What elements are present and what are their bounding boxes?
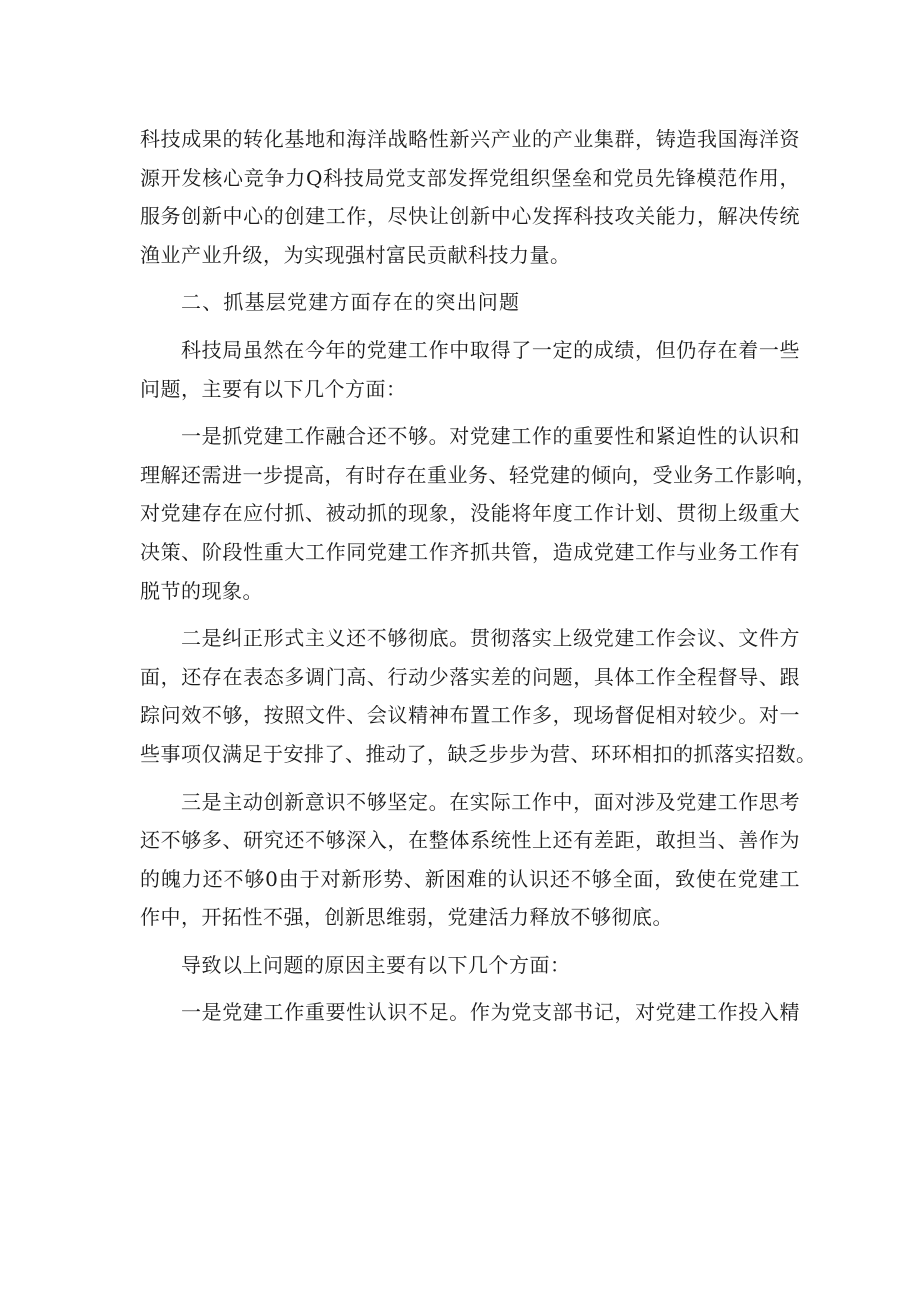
paragraph-continuation	[140, 120, 800, 274]
text-line: 科技成果的转化基地和海洋战略性新兴产业的产业集群，铸造我国海洋资	[140, 127, 800, 151]
paragraph-cause-1	[140, 993, 800, 1032]
document-body	[140, 120, 817, 1032]
paragraph-issue-2	[140, 619, 817, 773]
text-line: 问题，主要有以下几个方面：	[140, 376, 407, 401]
paragraph-issue-1	[140, 417, 817, 610]
text-line: 的魄力还不够0由于对新形势、新困难的认识还不够全面，致使在党建工	[140, 866, 800, 891]
text-line: 二是纠正形式主义还不够彻底。贯彻落实上级党建工作会议、文件方	[181, 626, 800, 651]
heading-text: 二、抓基层党建方面存在的突出问题	[181, 290, 521, 315]
text-line: 踪问效不够，按照文件、会议精神布置工作多，现场督促相对较少。对一	[140, 703, 800, 728]
text-line: 理解还需进一步提高，有时存在重业务、轻党建的倾向，受业务工作影响，	[140, 462, 817, 487]
section-heading	[140, 283, 800, 322]
text-line: 面，还存在表态多调门高、行动少落实差的问题，具体工作全程督导、跟	[140, 664, 800, 689]
text-line: 三是主动创新意识不够坚定。在实际工作中，面对涉及党建工作思考	[181, 789, 800, 814]
text-line: 渔业产业升级，为实现强村富民贡献科技力量。	[140, 242, 571, 267]
text-line: 源开发核心竞争力Q科技局党支部发挥党组织堡垒和党员先锋模范作用，	[140, 165, 800, 190]
text-line: 作中，开拓性不强，创新思维弱，党建活力释放不够彻底。	[140, 905, 673, 930]
text-line: 科技局虽然在今年的党建工作中取得了一定的成绩，但仍存在着一些	[181, 337, 800, 362]
text-line: 一是党建工作重要性认识不足。作为党支部书记，对党建工作投入精	[181, 1000, 800, 1025]
text-line: 对党建存在应付抓、被动抓的现象，没能将年度工作计划、贯彻上级重大	[140, 501, 800, 526]
text-line: 决策、阶段性重大工作同党建工作齐抓共管，造成党建工作与业务工作有	[140, 539, 800, 564]
paragraph-issue-3	[140, 783, 800, 937]
text-line: 些事项仅满足于安排了、推动了，缺乏步步为营、环环相扣的抓落实招数。	[140, 741, 817, 766]
text-line: 服务创新中心的创建工作，尽快让创新中心发挥科技攻关能力，解决传统	[140, 204, 800, 229]
paragraph-intro	[140, 331, 800, 408]
text-line: 还不够多、研究还不够深入，在整体系统性上还有差距，敢担当、善作为	[140, 828, 800, 853]
text-line: 导致以上问题的原因主要有以下几个方面：	[181, 952, 571, 977]
text-line: 一是抓党建工作融合还不够。对党建工作的重要性和紧迫性的认识和	[181, 424, 800, 449]
paragraph-causes-intro	[140, 946, 800, 985]
text-line: 脱节的现象。	[140, 578, 263, 603]
